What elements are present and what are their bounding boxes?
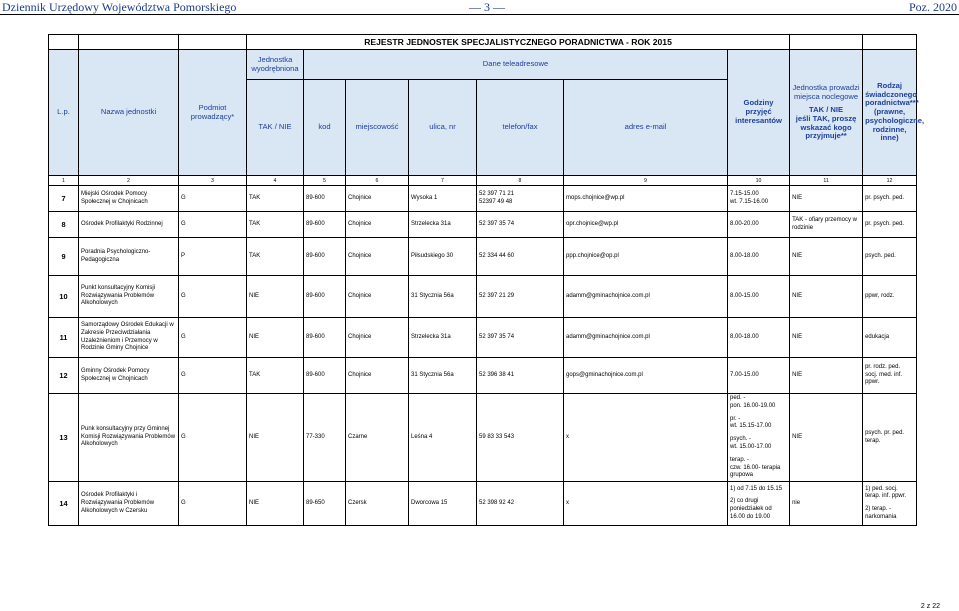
row-lp: 10 [49, 276, 79, 318]
office-hours [728, 394, 790, 482]
office-hours [728, 238, 790, 276]
postal-code: 77-330 [304, 394, 346, 482]
counseling-kind-line: pr. rodz. ped. socj. med. inf. ppwr. [865, 363, 903, 386]
office-hours-line: 8.00-18.00 [730, 333, 759, 340]
row-lp: 7 [49, 186, 79, 212]
phone-line: 59 83 33 543 [479, 433, 515, 440]
counseling-kind-line: 1) ped. socj. terap. inf. ppwr. [865, 485, 907, 500]
office-hours-line: 1) od 7.15 do 15.15 [730, 485, 783, 492]
column-number: 12 [863, 176, 917, 186]
column-number: 1 [49, 176, 79, 186]
phone-line: 52 397 35 74 [479, 220, 515, 227]
empty-title-cell [49, 35, 79, 50]
shelter-info-line: TAK - ofiary przemocy w rodzinie [792, 216, 857, 231]
phone-line: 52 397 21 29 [479, 292, 515, 299]
phone [477, 276, 564, 318]
position-number: Poz. 2020 [909, 0, 957, 14]
office-hours [728, 318, 790, 358]
separate-unit: TAK [247, 186, 304, 212]
header-street: ulica, nr [409, 80, 477, 176]
street: Piłsudskiego 30 [409, 238, 477, 276]
counseling-kind [863, 276, 917, 318]
office-hours-line: 8.00-18.00 [730, 252, 759, 259]
city: Chojnice [346, 212, 409, 238]
counseling-kind-line: terap. [865, 437, 881, 444]
office-hours-line: czw. 16.00- terapia grupowa [730, 464, 781, 479]
street: Strzelecka 31a [409, 318, 477, 358]
counseling-kind-line: psych. ped. [865, 252, 896, 259]
email: mops.chojnice@wp.pl [564, 186, 728, 212]
table-row [49, 394, 917, 482]
office-hours-line: ped. - [730, 395, 746, 401]
table-row [49, 276, 917, 318]
phone [477, 212, 564, 238]
column-number: 4 [247, 176, 304, 186]
row-lp: 8 [49, 212, 79, 238]
phone-line: 52 397 71 21 [479, 190, 515, 197]
separate-unit: TAK [247, 212, 304, 238]
register-title: REJESTR JEDNOSTEK SPECJALISTYCZNEGO PORADNICTWA - ROK 2015 [247, 35, 790, 50]
office-hours-line: 7.00-15.00 [730, 371, 759, 378]
counseling-kind [863, 358, 917, 394]
shelter-info-line: NIE [792, 433, 803, 440]
postal-code: 89-600 [304, 238, 346, 276]
office-hours-line: 7.15-15.00 [730, 190, 759, 197]
table-row [49, 358, 917, 394]
header-kind: Rodzaj świadczonego poradnictwa*** (prawne, psychologiczne, rodzinne, inne) [863, 50, 917, 176]
phone-line: 52 334 44 60 [479, 252, 515, 259]
header-name: Nazwa jednostki [79, 50, 179, 176]
separate-unit: TAK [247, 238, 304, 276]
street: Leśna 4 [409, 394, 477, 482]
header-shelter [790, 50, 863, 176]
header-shelter-yn: TAK / NIE [809, 105, 844, 115]
separate-unit: NIE [247, 394, 304, 482]
column-number: 2 [79, 176, 179, 186]
shelter-info-line: NIE [792, 333, 803, 340]
street: Wysoka 1 [409, 186, 477, 212]
street: 31 Stycznia 56a [409, 276, 477, 318]
city: Chojnice [346, 276, 409, 318]
shelter-info [790, 394, 863, 482]
separate-unit: NIE [247, 318, 304, 358]
empty-title-cell [179, 35, 247, 50]
office-hours-line: wt. 7.15-16.00 [730, 198, 769, 205]
shelter-info [790, 238, 863, 276]
column-number: 3 [179, 176, 247, 186]
shelter-info-line: nie [792, 499, 801, 506]
shelter-info [790, 186, 863, 212]
counseling-kind [863, 482, 917, 526]
office-hours [728, 358, 790, 394]
table-row [49, 482, 917, 526]
phone [477, 394, 564, 482]
email: x [564, 394, 728, 482]
column-number: 9 [564, 176, 728, 186]
separate-unit: NIE [247, 482, 304, 526]
shelter-info-line: NIE [792, 371, 803, 378]
shelter-info [790, 358, 863, 394]
city: Chojnice [346, 358, 409, 394]
row-lp: 9 [49, 238, 79, 276]
table-row [49, 238, 917, 276]
header-unit: TAK / NIE [247, 80, 304, 176]
owner-code: G [179, 212, 247, 238]
journal-title: Dziennik Urzędowy Województwa Pomorskiego [2, 0, 237, 14]
email: ppp.chojnice@op.pl [564, 238, 728, 276]
office-hours [728, 482, 790, 526]
column-number: 6 [346, 176, 409, 186]
unit-name: Punk konsultacyjny przy Gminnej Komisji Rozwiązywania Problemów Alkoholowych [79, 394, 179, 482]
office-hours-line: pon. 16.00-19.00 [730, 402, 776, 409]
office-hours [728, 212, 790, 238]
postal-code: 89-600 [304, 212, 346, 238]
street: 31 Stycznia 56a [409, 358, 477, 394]
email: adamm@gminachojnice.com.pl [564, 318, 728, 358]
city: Chojnice [346, 238, 409, 276]
header-city: miejscowość [346, 80, 409, 176]
phone-line: 52 398 92 42 [479, 499, 515, 506]
shelter-info [790, 276, 863, 318]
postal-code: 89-650 [304, 482, 346, 526]
owner-code: G [179, 482, 247, 526]
column-number: 5 [304, 176, 346, 186]
column-number: 8 [477, 176, 564, 186]
counseling-kind-line: edukacja [865, 333, 890, 340]
header-unit-group: Jednostka wyodrębniona [247, 50, 304, 80]
office-hours-line: wt. 15.00-17.00 [730, 443, 772, 450]
counseling-kind-line: psych. pr. ped. [865, 429, 905, 436]
header-contact-group: Dane teleadresowe [304, 50, 728, 80]
office-hours-line: terap. - [730, 456, 750, 463]
column-number: 7 [409, 176, 477, 186]
header-kod: kod [304, 80, 346, 176]
counseling-kind [863, 318, 917, 358]
street: Strzelecka 31a [409, 212, 477, 238]
street: Dworcowa 15 [409, 482, 477, 526]
postal-code: 89-600 [304, 186, 346, 212]
page-footer: 2 z 22 [920, 603, 940, 610]
counseling-kind-line: pr. psych. ped. [865, 194, 905, 201]
office-hours [728, 186, 790, 212]
counseling-kind [863, 186, 917, 212]
city: Czarne [346, 394, 409, 482]
header-owner: Podmiot prowadzący* [179, 50, 247, 176]
postal-code: 89-600 [304, 358, 346, 394]
postal-code: 89-600 [304, 318, 346, 358]
row-lp: 11 [49, 318, 79, 358]
counseling-kind [863, 238, 917, 276]
owner-code: G [179, 358, 247, 394]
shelter-info [790, 482, 863, 526]
shelter-info [790, 318, 863, 358]
shelter-info-line: NIE [792, 292, 803, 299]
phone [477, 358, 564, 394]
unit-name: Miejski Ośrodek Pomocy Społecznej w Chojnicach [79, 186, 179, 212]
phone [477, 186, 564, 212]
column-number: 11 [790, 176, 863, 186]
phone [477, 318, 564, 358]
empty-title-cell [863, 35, 917, 50]
row-lp: 14 [49, 482, 79, 526]
shelter-info-line: NIE [792, 194, 803, 201]
office-hours-line: wt. 15.15-17.00 [730, 423, 772, 430]
unit-name: Ośrodek Profilaktyki i Rozwiązywania Problemów Alkoholowych w Czersku [79, 482, 179, 526]
separate-unit: TAK [247, 358, 304, 394]
header-email: adres e-mail [564, 80, 728, 176]
row-lp: 13 [49, 394, 79, 482]
unit-name: Samorządowy Ośrodek Edukacji w Zakresie Przeciwdziałania Uzależnieniom i Przemocy w Rodzinie Gminy Chojnice [79, 318, 179, 358]
column-number-row [49, 176, 917, 186]
header-shelter-note: jeśli TAK, proszę wskazać kogo przyjmuje** [795, 114, 857, 141]
phone-line: 52 397 35 74 [479, 333, 515, 340]
office-hours [728, 276, 790, 318]
table-row [49, 318, 917, 358]
separate-unit: NIE [247, 276, 304, 318]
table-row [49, 186, 917, 212]
counseling-kind-line: ppwr, rodz. [865, 292, 895, 299]
page-number: — 3 — [469, 0, 505, 14]
table-row [49, 212, 917, 238]
unit-name: Ośrodek Profilaktyki Rodzinnej [79, 212, 179, 238]
header-lp: L.p. [49, 50, 79, 176]
city: Chojnice [346, 318, 409, 358]
register-table [48, 34, 925, 526]
counseling-kind-line: pr. psych. ped. [865, 220, 905, 227]
postal-code: 89-600 [304, 276, 346, 318]
page-header [0, 0, 959, 15]
shelter-info-line: NIE [792, 252, 803, 259]
city: Chojnice [346, 186, 409, 212]
header-phone: telefon/fax [477, 80, 564, 176]
owner-code: G [179, 276, 247, 318]
phone-line: 52397 49 48 [479, 198, 513, 205]
owner-code: G [179, 394, 247, 482]
empty-title-cell [790, 35, 863, 50]
counseling-kind-line: 2) terap. - narkomania [865, 506, 897, 520]
shelter-info [790, 212, 863, 238]
city: Czersk [346, 482, 409, 526]
counseling-kind [863, 212, 917, 238]
phone [477, 238, 564, 276]
empty-title-cell [79, 35, 179, 50]
row-lp: 12 [49, 358, 79, 394]
email: gops@gminachojnice.com.pl [564, 358, 728, 394]
header-hours: Godziny przyjęć interesantów [728, 50, 790, 176]
office-hours-line: 8.00-20.00 [730, 220, 759, 227]
email: opr.chojnice@wp.pl [564, 212, 728, 238]
unit-name: Poradnia Psychologiczno-Pedagogiczna [79, 238, 179, 276]
owner-code: P [179, 238, 247, 276]
email: x [564, 482, 728, 526]
email: adamm@gminachojnice.com.pl [564, 276, 728, 318]
phone [477, 482, 564, 526]
office-hours-line: 2) co drugi poniedziałek od 16.00 do 19.00 [730, 498, 772, 520]
office-hours-line: pr. - [730, 415, 741, 422]
counseling-kind [863, 394, 917, 482]
office-hours-line: 8.00-15.00 [730, 292, 759, 299]
phone-line: 52 396 38 41 [479, 371, 515, 378]
unit-name: Gminny Ośrodek Pomocy Społecznej w Chojnicach [79, 358, 179, 394]
column-number: 10 [728, 176, 790, 186]
header-shelter-title: Jednostka prowadzi miejsca noclegowe [792, 82, 860, 101]
office-hours-line: psych. - [730, 436, 752, 443]
unit-name: Punkt konsultacyjny Komisji Rozwiązywania Problemów Alkoholowych [79, 276, 179, 318]
owner-code: G [179, 318, 247, 358]
owner-code: G [179, 186, 247, 212]
